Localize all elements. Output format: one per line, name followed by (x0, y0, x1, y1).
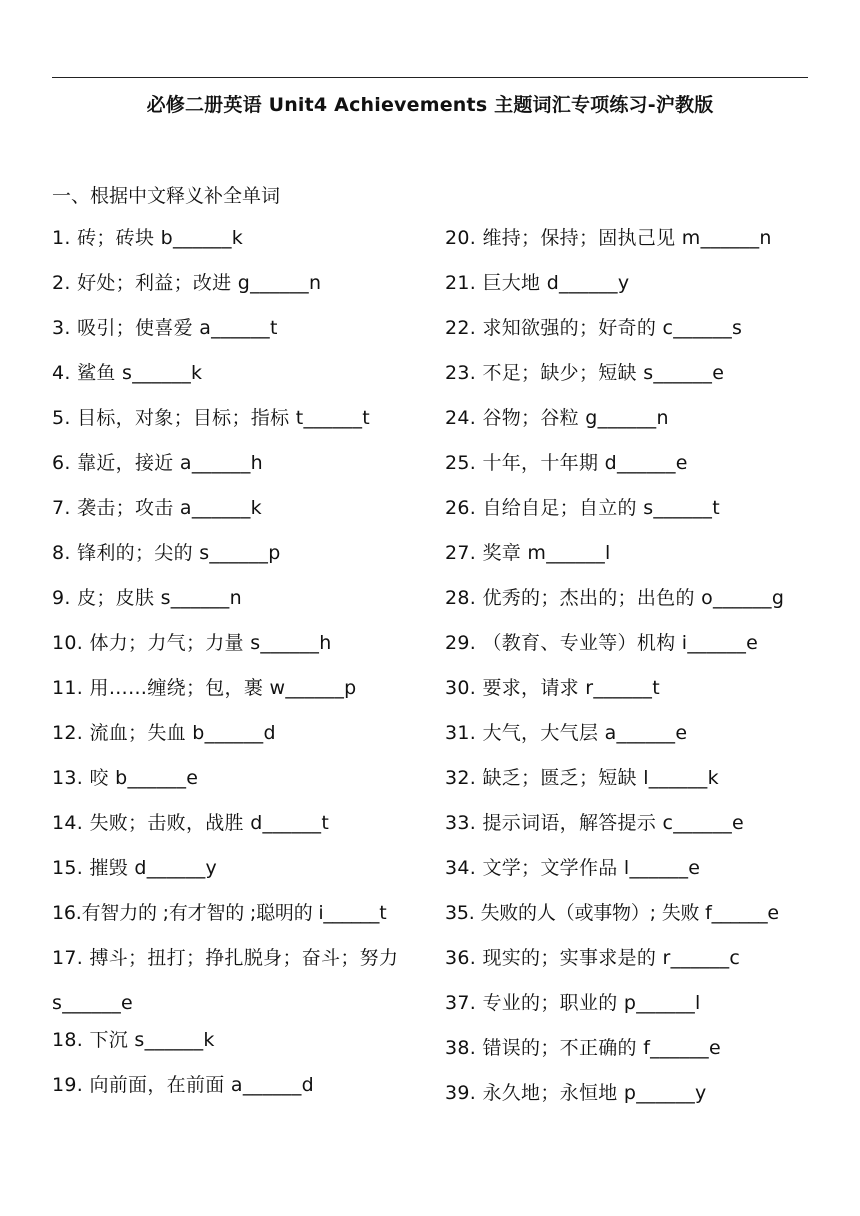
exercise-item: 37. 专业的；职业的 p______l (445, 992, 701, 1014)
exercise-item: 5. 目标，对象；目标；指标 t______t (52, 407, 371, 429)
exercise-item: 25. 十年，十年期 d______e (445, 452, 688, 474)
exercise-item: 7. 袭击；攻击 a______k (52, 497, 262, 519)
exercise-item: 36. 现实的；实事求是的 r______c (445, 947, 741, 969)
exercise-item: 14. 失败；击败，战胜 d______t (52, 812, 330, 834)
exercise-item: 17. 搏斗；扭打；挣扎脱身；奋斗；努力 s______e (52, 947, 399, 1014)
exercise-item: 20. 维持；保持；固执己见 m______n (445, 227, 772, 249)
exercise-item: 4. 鲨鱼 s______k (52, 362, 203, 384)
exercise-item: 28. 优秀的；杰出的；出色的 o______g (445, 587, 785, 609)
exercise-item: 30. 要求，请求 r______t (445, 677, 660, 699)
exercise-item: 22. 求知欲强的；好奇的 c______s (445, 317, 743, 339)
exercise-item: 11. 用……缠绕；包，裹 w______p (52, 677, 357, 699)
exercise-item: 9. 皮；皮肤 s______n (52, 587, 242, 609)
exercise-item: 3. 吸引；使喜爱 a______t (52, 317, 278, 339)
exercise-item: 2. 好处；利益；改进 g______n (52, 272, 322, 294)
exercise-item: 32. 缺乏；匮乏；短缺 l______k (445, 767, 719, 789)
exercise-item: 13. 咬 b______e (52, 767, 199, 789)
exercise-item: 19. 向前面，在前面 a______d (52, 1074, 314, 1096)
exercise-item: 12. 流血；失血 b______d (52, 722, 276, 744)
exercise-item: 39. 永久地；永恒地 p______y (445, 1082, 707, 1104)
section-heading: 一、根据中文释义补全单词 (52, 185, 281, 207)
exercise-item: 16.有智力的 ;有才智的 ;聪明的 i______t (52, 902, 387, 924)
exercise-item: 31. 大气，大气层 a______e (445, 722, 688, 744)
exercise-item: 15. 摧毁 d______y (52, 857, 218, 879)
page-title: 必修二册英语 Unit4 Achievements 主题词汇专项练习-沪教版 (146, 94, 714, 116)
exercise-item: 33. 提示词语，解答提示 c______e (445, 812, 745, 834)
exercise-item: 35. 失败的人（或事物）; 失败 f______e (445, 902, 779, 924)
exercise-item: 21. 巨大地 d______y (445, 272, 630, 294)
exercise-item: 27. 奖章 m______l (445, 542, 611, 564)
exercise-item: 18. 下沉 s______k (52, 1029, 215, 1051)
exercise-item: 29. （教育、专业等）机构 i______e (445, 632, 759, 654)
exercise-item: 24. 谷物；谷粒 g______n (445, 407, 669, 429)
header-rule (52, 77, 808, 78)
exercise-item: 38. 错误的；不正确的 f______e (445, 1037, 721, 1059)
exercise-item: 6. 靠近，接近 a______h (52, 452, 263, 474)
exercise-item: 23. 不足；缺少；短缺 s______e (445, 362, 725, 384)
exercise-item: 1. 砖；砖块 b______k (52, 227, 244, 249)
right-column (445, 224, 815, 1124)
exercise-item: 8. 锋利的；尖的 s______p (52, 542, 281, 564)
exercise-item: 10. 体力；力气；力量 s______h (52, 632, 332, 654)
left-column (52, 224, 424, 1116)
exercise-item: 26. 自给自足；自立的 s______t (445, 497, 720, 519)
exercise-item: 34. 文学；文学作品 l______e (445, 857, 701, 879)
